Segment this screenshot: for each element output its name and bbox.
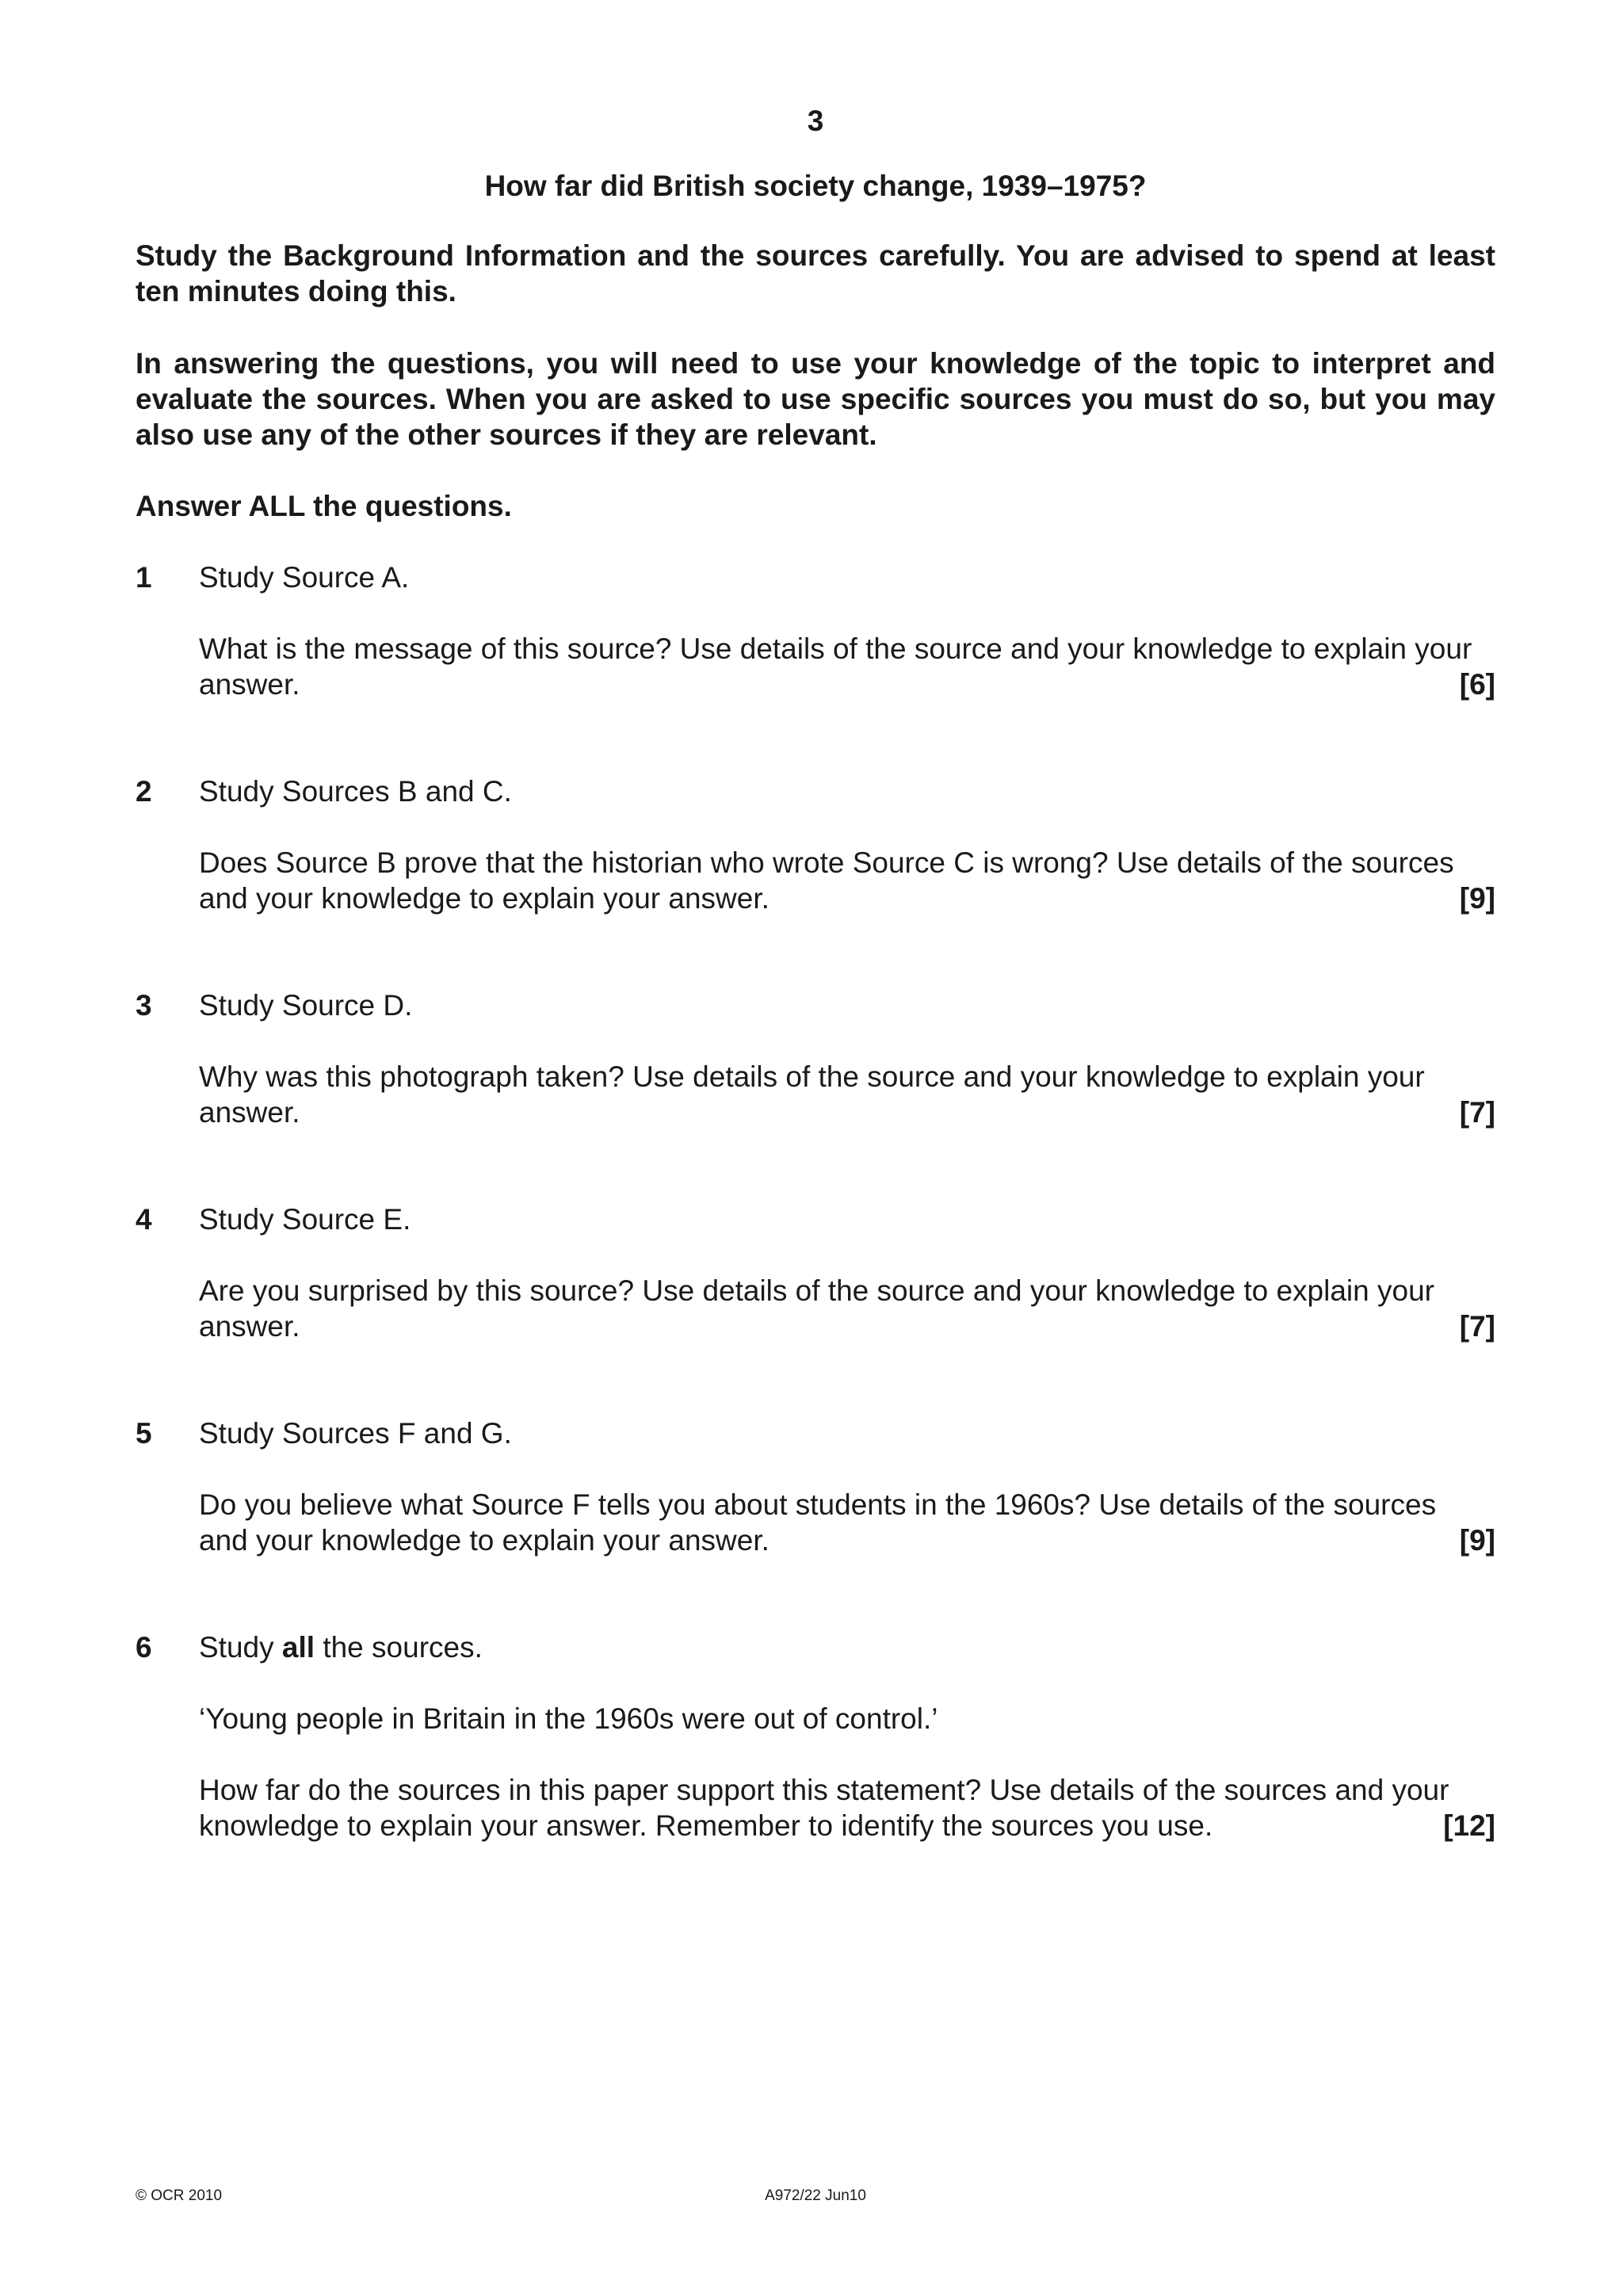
question-3-line2: answer. bbox=[199, 1096, 300, 1129]
page-title: How far did British society change, 1939–1975? bbox=[484, 170, 1147, 202]
question-3-marks: [7] bbox=[1459, 1096, 1495, 1129]
question-3-line1: Why was this photograph taken? Use details of the source and your knowledge to explain your bbox=[199, 1060, 1425, 1093]
question-6-study-prefix: Study bbox=[199, 1631, 274, 1664]
page-number: 3 bbox=[807, 105, 824, 137]
question-5-study: Study Sources F and G. bbox=[199, 1417, 512, 1450]
question-6-quote: ‘Young people in Britain in the 1960s were out of control.’ bbox=[199, 1702, 938, 1735]
question-4-text bbox=[199, 1273, 1495, 1344]
question-6-line2: knowledge to explain your answer. Remember to identify the sources you use. bbox=[199, 1809, 1213, 1842]
question-5-marks: [9] bbox=[1459, 1524, 1495, 1557]
instruction-answer-all: Answer ALL the questions. bbox=[136, 490, 512, 522]
question-2-line1: Does Source B prove that the historian who wrote Source C is wrong? Use details of the sources bbox=[199, 846, 1454, 879]
footer-copyright: © OCR 2010 bbox=[136, 2187, 223, 2204]
question-3-study: Study Source D. bbox=[199, 989, 413, 1022]
instruction-study: Study the Background Information and the sources carefully. You are advised to spend at least ten minutes doing this. bbox=[136, 239, 1495, 308]
question-6-study-bold: all bbox=[281, 1631, 315, 1664]
question-6-line1: How far do the sources in this paper support this statement? Use details of the sources and your bbox=[199, 1774, 1449, 1806]
question-3-text bbox=[199, 1059, 1495, 1130]
question-6-study-suffix: the sources. bbox=[323, 1631, 483, 1664]
question-2-study: Study Sources B and C. bbox=[199, 775, 512, 808]
question-6-text bbox=[199, 1772, 1495, 1843]
question-3-number: 3 bbox=[136, 989, 152, 1022]
question-5-line2: and your knowledge to explain your answer. bbox=[199, 1524, 769, 1557]
question-2-marks: [9] bbox=[1459, 882, 1495, 915]
question-6-number: 6 bbox=[136, 1631, 152, 1664]
question-4-number: 4 bbox=[136, 1203, 152, 1236]
question-6-marks: [12] bbox=[1443, 1809, 1495, 1842]
question-1-number: 1 bbox=[136, 561, 152, 594]
question-2-text bbox=[199, 845, 1495, 916]
question-2-line2: and your knowledge to explain your answer. bbox=[199, 882, 769, 915]
exam-page bbox=[136, 0, 1495, 2296]
question-1-text bbox=[199, 631, 1495, 702]
question-4-line2: answer. bbox=[199, 1310, 300, 1343]
question-5-number: 5 bbox=[136, 1417, 152, 1450]
question-5-line1: Do you believe what Source F tells you about students in the 1960s? Use details of the sources bbox=[199, 1488, 1437, 1521]
footer-code: A972/22 Jun10 bbox=[765, 2187, 866, 2204]
question-6-study bbox=[199, 1629, 483, 1665]
question-4-marks: [7] bbox=[1459, 1310, 1495, 1343]
question-1-marks: [6] bbox=[1459, 668, 1495, 701]
question-4-line1: Are you surprised by this source? Use details of the source and your knowledge to explain your bbox=[199, 1274, 1434, 1307]
question-1-line1: What is the message of this source? Use details of the source and your knowledge to explain your bbox=[199, 632, 1472, 665]
instruction-answering: In answering the questions, you will need to use your knowledge of the topic to interpret and evaluate the sources. When you are asked to use specific sources you must do so, but you may also use any of the other sources if they are relevant. bbox=[136, 347, 1495, 451]
question-2-number: 2 bbox=[136, 775, 152, 808]
question-1-study: Study Source A. bbox=[199, 561, 410, 594]
question-1-line2: answer. bbox=[199, 668, 300, 701]
question-4-study: Study Source E. bbox=[199, 1203, 411, 1236]
question-5-text bbox=[199, 1487, 1495, 1558]
